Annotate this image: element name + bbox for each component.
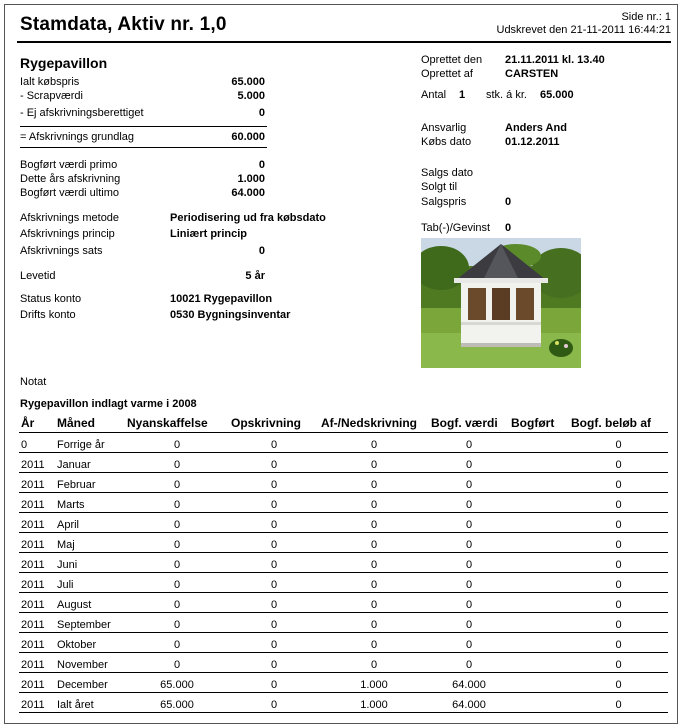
cell-nedskrivning: 0 xyxy=(319,592,429,612)
oprettet-den-label: Oprettet den xyxy=(421,54,483,66)
drifts-konto-label: Drifts konto xyxy=(20,309,76,321)
cell-bogfort xyxy=(509,532,569,552)
ej-afskrivning-value: 0 xyxy=(258,107,265,119)
cell-nedskrivning: 0 xyxy=(319,532,429,552)
cell-nedskrivning: 0 xyxy=(319,512,429,532)
cell-opskrivning: 0 xyxy=(229,672,319,692)
grundlag-underline xyxy=(20,147,267,148)
asset-name: Rygepavillon xyxy=(20,55,108,71)
levetid-label: Levetid xyxy=(20,270,56,282)
cell-bogfort xyxy=(509,692,569,712)
header-divider xyxy=(17,41,671,43)
cell-nyanskaffelse: 0 xyxy=(125,632,229,652)
cell-opskrivning: 0 xyxy=(229,492,319,512)
cell-bogf-belob: 0 xyxy=(569,492,668,512)
column-header-nyanskaffelse: Nyanskaffelse xyxy=(125,415,229,432)
bogfort-ultimo-value: 64.000 xyxy=(231,187,265,199)
cell-bogf-belob: 0 xyxy=(569,432,668,452)
printed-timestamp: Udskrevet den 21-11-2011 16:44:21 xyxy=(496,24,671,36)
cell-opskrivning: 0 xyxy=(229,452,319,472)
cell-maaned: November xyxy=(55,652,125,672)
column-header-maaned: Måned xyxy=(55,415,125,432)
cell-bogf-belob: 0 xyxy=(569,672,668,692)
afskrivnings-grundlag-label: = Afskrivnings grundlag xyxy=(20,131,135,143)
table-row xyxy=(19,472,668,492)
afskrivnings-grundlag-value: 60.000 xyxy=(231,131,265,143)
column-header-aar: År xyxy=(19,415,55,432)
table-row xyxy=(19,592,668,612)
cell-aar: 2011 xyxy=(19,672,55,692)
cell-bogf-vaerdi: 0 xyxy=(429,652,509,672)
table-row xyxy=(19,532,668,552)
table-row xyxy=(19,432,668,452)
notat-label: Notat xyxy=(20,376,47,388)
cell-bogfort xyxy=(509,512,569,532)
cell-bogf-belob: 0 xyxy=(569,592,668,612)
cell-bogf-vaerdi: 0 xyxy=(429,452,509,472)
afskrivnings-princip-label: Afskrivnings princip xyxy=(20,228,115,240)
cell-nyanskaffelse: 0 xyxy=(125,652,229,672)
afskrivnings-metode-value: Periodisering ud fra købsdato xyxy=(170,212,326,224)
cell-bogf-vaerdi: 0 xyxy=(429,532,509,552)
cell-opskrivning: 0 xyxy=(229,532,319,552)
cell-bogfort xyxy=(509,672,569,692)
cell-opskrivning: 0 xyxy=(229,592,319,612)
antal-value: 1 xyxy=(459,89,466,101)
cell-nyanskaffelse: 0 xyxy=(125,612,229,632)
status-konto-value: 10021 Rygepavillon xyxy=(170,293,273,305)
cell-nedskrivning: 0 xyxy=(319,432,429,452)
table-row xyxy=(19,452,668,472)
bogfort-primo-value: 0 xyxy=(258,159,265,171)
bogfort-ultimo-label: Bogført værdi ultimo xyxy=(20,187,120,199)
asset-photo xyxy=(421,238,581,368)
cell-aar: 2011 xyxy=(19,532,55,552)
cell-bogfort xyxy=(509,652,569,672)
cell-nyanskaffelse: 0 xyxy=(125,552,229,572)
table-row xyxy=(19,552,668,572)
stk-value: 65.000 xyxy=(540,89,574,101)
cell-aar: 2011 xyxy=(19,512,55,532)
cell-aar: 2011 xyxy=(19,632,55,652)
cell-aar: 2011 xyxy=(19,652,55,672)
afskrivnings-sats-value: 0 xyxy=(258,245,265,257)
cell-nyanskaffelse: 0 xyxy=(125,452,229,472)
cell-bogf-vaerdi: 64.000 xyxy=(429,672,509,692)
cell-aar: 2011 xyxy=(19,592,55,612)
cell-bogf-belob: 0 xyxy=(569,632,668,652)
cell-bogfort xyxy=(509,432,569,452)
cell-opskrivning: 0 xyxy=(229,572,319,592)
cell-bogfort xyxy=(509,472,569,492)
cell-maaned: April xyxy=(55,512,125,532)
aarets-afskrivning-value: 1.000 xyxy=(237,173,265,185)
bogfort-primo-label: Bogført værdi primo xyxy=(20,159,118,171)
table-body xyxy=(19,432,668,712)
ansvarlig-label: Ansvarlig xyxy=(421,122,467,134)
cell-bogf-belob: 0 xyxy=(569,552,668,572)
cell-bogf-vaerdi: 0 xyxy=(429,432,509,452)
cell-bogfort xyxy=(509,572,569,592)
oprettet-af-value: CARSTEN xyxy=(505,68,559,80)
cell-maaned: December xyxy=(55,672,125,692)
cell-bogf-vaerdi: 0 xyxy=(429,632,509,652)
column-header-bogf-vaerdi: Bogf. værdi xyxy=(429,415,509,432)
cell-maaned: September xyxy=(55,612,125,632)
cell-nedskrivning: 0 xyxy=(319,652,429,672)
table-header-row xyxy=(19,415,668,432)
status-konto-label: Status konto xyxy=(20,293,82,305)
cell-opskrivning: 0 xyxy=(229,692,319,712)
levetid-value: 5 år xyxy=(245,270,265,282)
cell-maaned: Februar xyxy=(55,472,125,492)
salgspris-label: Salgspris xyxy=(421,196,467,208)
cell-bogfort xyxy=(509,452,569,472)
ej-afskrivning-label: - Ej afskrivningsberettiget xyxy=(20,107,144,119)
cell-nedskrivning: 0 xyxy=(319,472,429,492)
cell-bogf-belob: 0 xyxy=(569,652,668,672)
cell-bogf-belob: 0 xyxy=(569,512,668,532)
cell-nedskrivning: 1.000 xyxy=(319,692,429,712)
report-title: Stamdata, Aktiv nr. 1,0 xyxy=(20,14,227,35)
cell-bogf-belob: 0 xyxy=(569,692,668,712)
sum-divider xyxy=(20,126,267,127)
cell-bogf-belob: 0 xyxy=(569,472,668,492)
cell-opskrivning: 0 xyxy=(229,432,319,452)
report-page xyxy=(4,4,678,724)
depreciation-table xyxy=(19,415,668,713)
cell-maaned: Maj xyxy=(55,532,125,552)
table-row xyxy=(19,512,668,532)
cell-opskrivning: 0 xyxy=(229,652,319,672)
cell-maaned: Juni xyxy=(55,552,125,572)
table-row xyxy=(19,492,668,512)
column-header-bogf-belob: Bogf. beløb af xyxy=(569,415,668,432)
cell-maaned: August xyxy=(55,592,125,612)
antal-label: Antal xyxy=(421,89,447,101)
cell-aar: 2011 xyxy=(19,552,55,572)
cell-maaned: Juli xyxy=(55,572,125,592)
cell-nedskrivning: 0 xyxy=(319,452,429,472)
cell-maaned: Forrige år xyxy=(55,432,125,452)
cell-aar: 2011 xyxy=(19,472,55,492)
cell-maaned: Marts xyxy=(55,492,125,512)
salgspris-value: 0 xyxy=(505,196,512,208)
cell-bogf-vaerdi: 0 xyxy=(429,472,509,492)
cell-opskrivning: 0 xyxy=(229,552,319,572)
salgs-dato-label: Salgs dato xyxy=(421,167,473,179)
cell-aar: 2011 xyxy=(19,612,55,632)
cell-maaned: Ialt året xyxy=(55,692,125,712)
cell-aar: 2011 xyxy=(19,692,55,712)
cell-nyanskaffelse: 0 xyxy=(125,532,229,552)
afskrivnings-metode-label: Afskrivnings metode xyxy=(20,212,120,224)
cell-nyanskaffelse: 65.000 xyxy=(125,672,229,692)
table-row xyxy=(19,672,668,692)
cell-bogfort xyxy=(509,492,569,512)
cell-bogfort xyxy=(509,632,569,652)
scrapvaerdi-label: - Scrapværdi xyxy=(20,90,83,102)
pavilion-photo-image xyxy=(421,238,581,368)
cell-opskrivning: 0 xyxy=(229,472,319,492)
cell-bogf-vaerdi: 64.000 xyxy=(429,692,509,712)
afskrivnings-sats-label: Afskrivnings sats xyxy=(20,245,103,257)
table-row xyxy=(19,652,668,672)
cell-bogf-vaerdi: 0 xyxy=(429,592,509,612)
table-row xyxy=(19,692,668,712)
cell-bogf-vaerdi: 0 xyxy=(429,572,509,592)
column-header-opskrivning: Opskrivning xyxy=(229,415,319,432)
cell-nyanskaffelse: 0 xyxy=(125,512,229,532)
cell-nyanskaffelse: 0 xyxy=(125,472,229,492)
cell-aar: 2011 xyxy=(19,452,55,472)
cell-nedskrivning: 0 xyxy=(319,632,429,652)
cell-nedskrivning: 0 xyxy=(319,492,429,512)
column-header-bogfort: Bogført xyxy=(509,415,569,432)
table-row xyxy=(19,612,668,632)
aarets-afskrivning-label: Dette års afskrivning xyxy=(20,173,121,185)
cell-nyanskaffelse: 0 xyxy=(125,572,229,592)
ialt-kobspris-value: 65.000 xyxy=(231,76,265,88)
cell-bogf-belob: 0 xyxy=(569,532,668,552)
cell-nedskrivning: 0 xyxy=(319,612,429,632)
kobs-dato-label: Købs dato xyxy=(421,136,472,148)
tab-gevinst-value: 0 xyxy=(505,222,512,234)
cell-bogfort xyxy=(509,592,569,612)
stk-label: stk. á kr. xyxy=(486,89,527,101)
notat-text: Rygepavillon indlagt varme i 2008 xyxy=(20,398,197,410)
ansvarlig-value: Anders And xyxy=(505,122,567,134)
tab-gevinst-label: Tab(-)/Gevinst xyxy=(421,222,491,234)
cell-aar: 2011 xyxy=(19,492,55,512)
page-number: Side nr.: 1 xyxy=(621,11,671,23)
cell-nyanskaffelse: 65.000 xyxy=(125,692,229,712)
cell-bogf-vaerdi: 0 xyxy=(429,512,509,532)
cell-nyanskaffelse: 0 xyxy=(125,592,229,612)
afskrivnings-princip-value: Liniært princip xyxy=(170,228,247,240)
drifts-konto-value: 0530 Bygningsinventar xyxy=(170,309,291,321)
cell-bogf-belob: 0 xyxy=(569,612,668,632)
cell-bogf-vaerdi: 0 xyxy=(429,612,509,632)
kobs-dato-value: 01.12.2011 xyxy=(505,136,560,148)
cell-opskrivning: 0 xyxy=(229,632,319,652)
cell-nedskrivning: 0 xyxy=(319,552,429,572)
cell-nedskrivning: 0 xyxy=(319,572,429,592)
oprettet-den-value: 21.11.2011 kl. 13.40 xyxy=(505,54,605,66)
cell-opskrivning: 0 xyxy=(229,612,319,632)
ialt-kobspris-label: Ialt købspris xyxy=(20,76,80,88)
cell-nyanskaffelse: 0 xyxy=(125,432,229,452)
oprettet-af-label: Oprettet af xyxy=(421,68,473,80)
cell-bogfort xyxy=(509,552,569,572)
cell-maaned: Januar xyxy=(55,452,125,472)
cell-aar: 2011 xyxy=(19,572,55,592)
column-header-nedskrivning: Af-/Nedskrivning xyxy=(319,415,429,432)
cell-bogf-belob: 0 xyxy=(569,452,668,472)
cell-bogf-belob: 0 xyxy=(569,572,668,592)
cell-nedskrivning: 1.000 xyxy=(319,672,429,692)
cell-bogfort xyxy=(509,612,569,632)
cell-aar: 0 xyxy=(19,432,55,452)
cell-bogf-vaerdi: 0 xyxy=(429,552,509,572)
scrapvaerdi-value: 5.000 xyxy=(237,90,265,102)
solgt-til-label: Solgt til xyxy=(421,181,458,193)
table-row xyxy=(19,572,668,592)
cell-nyanskaffelse: 0 xyxy=(125,492,229,512)
cell-bogf-vaerdi: 0 xyxy=(429,492,509,512)
table-row xyxy=(19,632,668,652)
cell-opskrivning: 0 xyxy=(229,512,319,532)
cell-maaned: Oktober xyxy=(55,632,125,652)
